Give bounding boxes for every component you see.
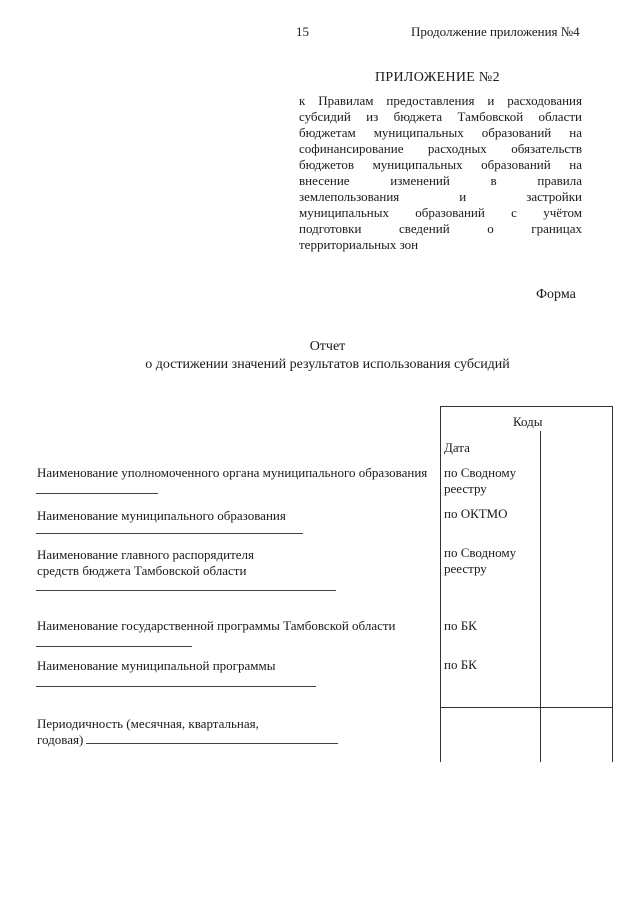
field-label-budget-manager-line1: Наименование главного распорядителя — [37, 547, 254, 562]
field-label-budget-manager-line2: средств бюджета Тамбовской области — [37, 563, 247, 578]
appendix-line: к Правилам предоставления и расходования — [299, 93, 582, 108]
field-label-authorized-body: Наименование уполномоченного органа муниципального образования — [37, 465, 428, 480]
codes-column-divider — [540, 431, 541, 762]
appendix-line: территориальных зон — [299, 237, 419, 252]
continuation-note: Продолжение приложения №4 — [411, 24, 580, 39]
form-label: Форма — [536, 287, 576, 302]
page-number: 15 — [296, 24, 309, 39]
codes-table — [440, 406, 613, 762]
field-blank-municipality[interactable] — [36, 533, 303, 534]
appendix-title: ПРИЛОЖЕНИЕ №2 — [375, 70, 500, 85]
appendix-line: землепользования и застройки — [299, 189, 582, 204]
appendix-line: субсидий из бюджета Тамбовской области — [299, 109, 582, 124]
field-label-periodicity-line1: Периодичность (месячная, квартальная, — [37, 716, 259, 731]
appendix-line: бюджетам муниципальных образований на — [299, 125, 582, 140]
field-blank-authorized-body[interactable] — [36, 493, 158, 494]
appendix-body — [299, 93, 582, 253]
appendix-line: подготовки сведений о границах — [299, 221, 582, 236]
report-title: Отчет — [309, 339, 346, 354]
field-label-periodicity-line2: годовая) — [37, 732, 84, 747]
appendix-line: муниципальных образований с учётом — [299, 205, 582, 220]
field-label-municipal-program: Наименование муниципальной программы — [37, 658, 276, 673]
field-label-state-program: Наименование государственной программы Тамбовской области — [37, 618, 396, 633]
code-label-oktmo: по ОКТМО — [444, 506, 508, 521]
appendix-line: бюджетов муниципальных образований на — [299, 157, 582, 172]
field-blank-state-program[interactable] — [36, 646, 192, 647]
appendix-line: софинансирование расходных обязательств — [299, 141, 582, 156]
report-subtitle: о достижении значений результатов использования субсидий — [145, 357, 510, 372]
codes-row-divider — [440, 707, 613, 708]
code-label-registry: по Сводному реестру — [444, 545, 517, 576]
code-label-registry: по Сводному реестру — [444, 465, 517, 496]
code-label-bk: по БК — [444, 657, 477, 672]
field-blank-periodicity[interactable] — [86, 743, 338, 744]
codes-header: Коды — [513, 414, 543, 429]
field-blank-municipal-program[interactable] — [36, 686, 316, 687]
date-label: Дата — [444, 440, 470, 455]
code-label-bk: по БК — [444, 618, 477, 633]
field-label-municipality: Наименование муниципального образования — [37, 508, 286, 523]
field-blank-budget-manager[interactable] — [36, 590, 336, 591]
appendix-line: внесение изменений в правила — [299, 173, 582, 188]
